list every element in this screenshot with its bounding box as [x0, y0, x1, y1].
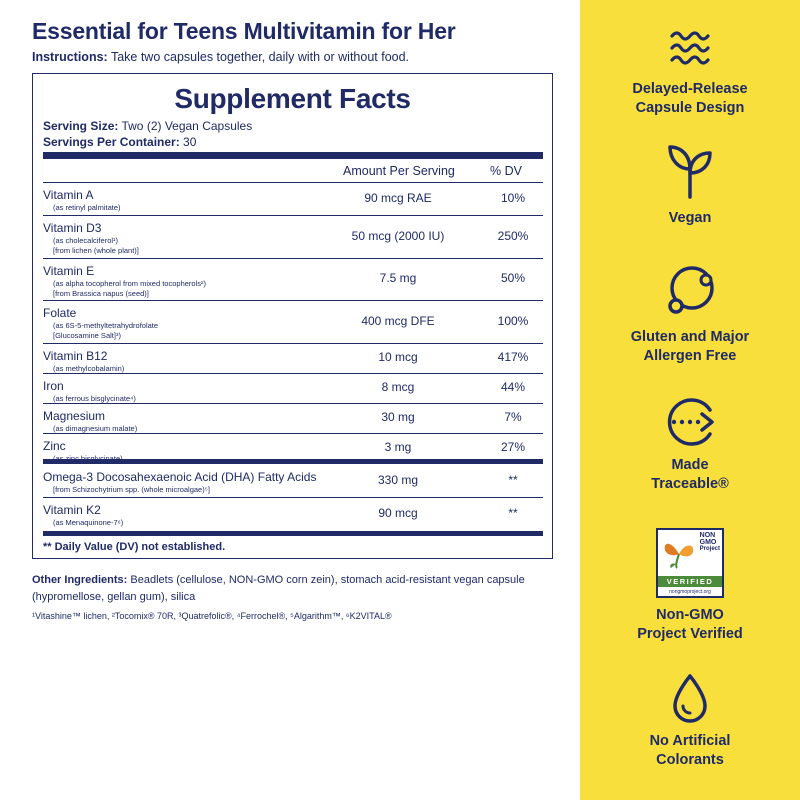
daily-value: 417%	[497, 350, 529, 364]
nutrient-name: Vitamin E	[43, 264, 95, 278]
droplet-icon	[670, 672, 710, 726]
nutrient-source: (as retinyl palmitate)	[53, 203, 121, 212]
amount-per-serving: 7.5 mg	[379, 271, 417, 285]
nutrient-source: (as Menaquinone-7⁶)	[53, 518, 124, 527]
feature-non-gmo	[580, 528, 800, 644]
nutrient-name: Vitamin A	[43, 188, 94, 202]
badge-line1: NON	[699, 532, 716, 539]
nutrient-source: [from lichen (whole plant)]	[53, 246, 139, 255]
feature-allergen-free	[580, 262, 800, 366]
nutrient-row	[43, 258, 543, 300]
feature-label: Allergen Free	[643, 348, 737, 364]
feature-traceable	[580, 394, 800, 494]
feature-vegan	[580, 143, 800, 228]
nutrient-name: Folate	[43, 306, 77, 320]
amount-per-serving: 30 mg	[381, 410, 415, 424]
molecule-icon	[662, 262, 718, 318]
nutrient-name: Zinc	[43, 439, 66, 453]
serving-size	[43, 119, 252, 133]
nutrient-row	[43, 343, 543, 373]
feature-label: Project Verified	[637, 626, 743, 642]
daily-value: 44%	[500, 380, 526, 394]
badge-verified: VERIFIED	[658, 576, 722, 587]
nutrient-source: (as methylcobalamin)	[53, 364, 125, 373]
feature-label: Delayed-Release	[632, 81, 748, 97]
amount-per-serving: 10 mcg	[378, 350, 418, 364]
daily-value: 250%	[497, 228, 529, 243]
nutrient-source: [from Schizochytrium spp. (whole microalgae)⁵]	[53, 485, 210, 494]
thick-divider-top	[43, 152, 543, 159]
other-ingredients	[32, 572, 552, 606]
feature-label: Traceable®	[651, 476, 729, 492]
supplement-facts-title: Supplement Facts	[174, 83, 411, 114]
servings-per-container	[43, 135, 196, 149]
amount-per-serving: 90 mcg RAE	[364, 190, 432, 205]
features-panel	[580, 0, 800, 800]
amount-per-serving: 330 mg	[377, 472, 419, 487]
nutrient-source: (as 6S-5-methyltetrahydrofolate	[53, 321, 159, 330]
feature-label: Gluten and Major	[630, 329, 750, 345]
nutrient-source: (as cholecalciferol¹)	[53, 236, 119, 245]
daily-value: 7%	[504, 410, 522, 424]
daily-value: 10%	[500, 190, 526, 205]
waves-icon	[668, 28, 712, 68]
nutrient-row	[43, 373, 543, 403]
instructions-label: Instructions:	[32, 50, 108, 64]
nutrient-source: (as dimagnesium malate)	[53, 424, 138, 433]
nutrient-row	[43, 464, 543, 497]
nutrient-name: Magnesium	[43, 409, 106, 423]
nutrient-row	[43, 403, 543, 433]
col-header-dv: % DV	[490, 164, 522, 178]
non-gmo-badge	[656, 528, 724, 598]
nutrient-name: Vitamin D3	[43, 221, 102, 235]
sprout-icon	[667, 143, 713, 199]
instructions-text: Take two capsules together, daily with or without food.	[107, 50, 410, 64]
nutrient-source: [Glucosamine Salt]³)	[53, 331, 121, 340]
amount-per-serving: 90 mcg	[378, 506, 418, 520]
servings-value: 30	[179, 135, 197, 149]
traceable-arrow-icon	[662, 394, 718, 450]
feature-label: Non-GMO	[656, 607, 724, 623]
nutrient-row	[43, 215, 543, 258]
nutrient-name: Vitamin K2	[43, 503, 101, 517]
nutrient-row	[43, 497, 543, 531]
amount-per-serving: 8 mcg	[381, 380, 415, 394]
amount-per-serving: 3 mg	[384, 440, 412, 454]
nutrient-row	[43, 182, 543, 215]
daily-value: 27%	[500, 440, 526, 454]
badge-line2: GMO	[699, 539, 717, 546]
trademarks: ¹Vitashine™ lichen, ²Tocomix® 70R, ³Quatrefolic®, ⁴Ferrochel®, ⁵Algarithm™, ⁶K2VITAL®	[32, 611, 392, 621]
nutrient-row	[43, 300, 543, 343]
feature-label: No Artificial	[649, 733, 731, 749]
other-ingredients-text: Beadlets (cellulose, NON-GMO corn zein), stomach acid-resistant vegan capsule (hypromellose, gellan gum), silica	[32, 574, 525, 603]
other-ingredients-label: Other Ingredients:	[32, 574, 128, 586]
feature-delayed-release	[580, 28, 800, 118]
feature-label: Capsule Design	[635, 100, 745, 116]
servings-label: Servings Per Container:	[43, 135, 180, 149]
serving-size-value: Two (2) Vegan Capsules	[118, 119, 253, 133]
nutrient-source: (as alpha tocopherol from mixed tocopherols²)	[53, 279, 206, 288]
feature-label: Colorants	[656, 752, 724, 768]
daily-value: 50%	[500, 271, 526, 285]
badge-text	[700, 532, 720, 553]
serving-size-label: Serving Size:	[43, 119, 119, 133]
dv-footnote: ** Daily Value (DV) not established.	[43, 541, 226, 553]
col-header-amount: Amount Per Serving	[343, 164, 455, 178]
daily-value: **	[508, 506, 518, 520]
daily-value: 100%	[497, 313, 529, 328]
instructions	[32, 50, 409, 64]
daily-value: **	[508, 472, 518, 487]
nutrient-source: (as ferrous bisglycinate⁴)	[53, 394, 136, 403]
butterfly-icon	[661, 534, 697, 570]
feature-label: Vegan	[668, 210, 712, 226]
feature-no-colorants	[580, 672, 800, 770]
amount-per-serving: 50 mcg (2000 IU)	[351, 228, 445, 243]
supplement-facts-box	[32, 73, 553, 559]
nutrient-name: Iron	[43, 379, 64, 393]
badge-url: nongmoproject.org	[669, 589, 711, 595]
nutrient-name: Omega-3 Docosahexaenoic Acid (DHA) Fatty Acids	[43, 470, 317, 484]
badge-line3: Project	[699, 546, 720, 552]
amount-per-serving: 400 mcg DFE	[361, 313, 435, 328]
product-title: Essential for Teens Multivitamin for Her	[32, 18, 456, 44]
nutrient-name: Vitamin B12	[43, 349, 108, 363]
feature-label: Made	[671, 457, 709, 473]
nutrient-source: [from Brassica napus (seed)]	[53, 289, 149, 298]
thick-divider-bottom	[43, 531, 543, 536]
